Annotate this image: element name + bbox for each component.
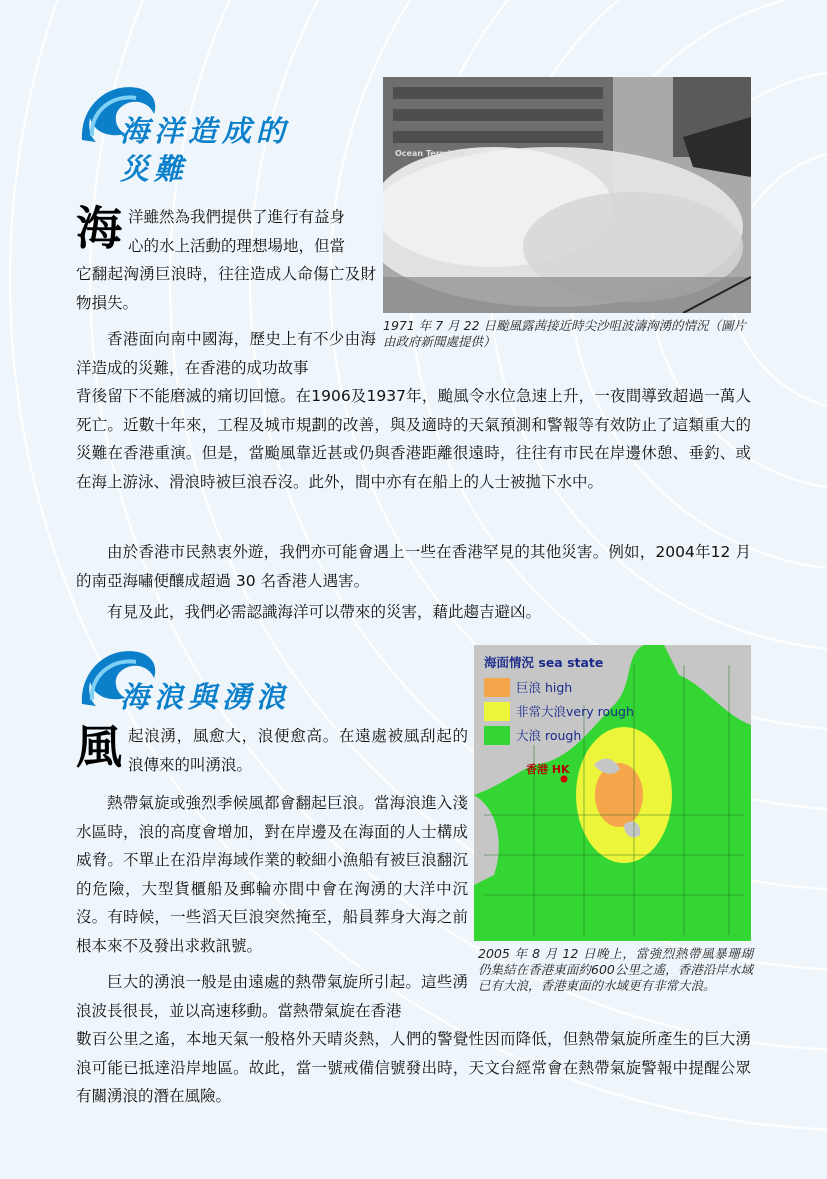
paragraph-history-end: 背後留下不能磨滅的痛切回憶。在1906及1937年，颱風令水位急速上升，一夜間導致超過一萬人死亡。近數十年來，工程及城市規劃的改善，與及適時的天氣預測和警報等有效防止了這類重大的災難在香港重演。但是，當颱風靠近甚或仍與香港距離很遠時，往往有市民在岸邊休憩、垂釣、或在海上游泳、滑浪時被巨浪吞沒。此外，間中亦有在船上的人士被拋下水中。 bbox=[76, 387, 751, 491]
legend-item-rough: 大浪 rough bbox=[484, 723, 634, 747]
legend-swatch bbox=[484, 702, 510, 721]
legend-title-zh: 海面情況 bbox=[484, 655, 535, 670]
paragraph-wind: 起浪湧，風愈大，浪便愈高。在遠處被風刮起的浪傳來的叫湧浪。 bbox=[128, 727, 468, 774]
storm-photo bbox=[383, 77, 751, 313]
drop-cap: 海 bbox=[76, 201, 122, 255]
legend-item-very-rough: 非常大浪very rough bbox=[484, 699, 634, 723]
paragraph-swell-start: 巨大的湧浪一般是由遠處的熱帶氣旋所引起。這些湧浪波長很長，並以高速移動。當熱帶氣旋在香港 bbox=[76, 973, 468, 1020]
paragraph-lead-rest: 它翻起洶湧巨浪時，往往造成人命傷亡及財物損失。 bbox=[76, 265, 376, 312]
photo-caption: 1971 年 7 月 22 日颱風露茜接近時尖沙咀波濤洶湧的情況（圖片由政府新聞處提供） bbox=[383, 318, 747, 349]
sea-state-map bbox=[474, 645, 751, 941]
paragraph-history-start: 香港面向南中國海，歷史上有不少由海洋造成的災難，在香港的成功故事 bbox=[76, 330, 376, 377]
paragraph-swell-end: 數百公里之遙，本地天氣一般格外天晴炎熱，人們的警覺性因而降低，但熱帶氣旋所產生的巨大湧浪可能已抵達沿岸地區。故此，當一號戒備信號發出時，天文台經常會在熱帶氣旋警報中提醒公眾有關湧浪的潛在風險。 bbox=[76, 1030, 751, 1105]
legend-item-high: 巨浪 high bbox=[484, 675, 634, 699]
paragraph-lead: 洋雖然為我們提供了進行有益身 心的水上活動的理想場地，但當 bbox=[128, 208, 346, 255]
photo-sign: Ocean Terminal bbox=[395, 149, 465, 158]
hk-label: 香港 HK bbox=[526, 763, 570, 776]
paragraph-travel: 由於香港市民熱衷外遊，我們亦可能會遇上一些在香港罕見的其他災害。例如，2004年12 月的南亞海嘯便釀成超過 30 名香港人遇害。 bbox=[76, 543, 751, 590]
legend-swatch bbox=[484, 726, 510, 745]
section2-title: 海浪與湧浪 bbox=[120, 680, 291, 714]
section1-title: 海洋造成的 災難 bbox=[120, 114, 291, 186]
paragraph-waves: 熱帶氣旋或強烈季候風都會翻起巨浪。當海浪進入淺水區時，浪的高度會增加，對在岸邊及在海面的人士構成威脅。不單止在沿岸海域作業的較細小漁船有被巨浪翻沉的危險，大型貨櫃船及郵輪亦間中會在洶湧的大洋中沉沒。有時候，一些滔天巨浪突然掩至，船員葬身大海之前根本來不及發出求救訊號。 bbox=[76, 794, 468, 955]
map-legend bbox=[484, 653, 634, 747]
paragraph-conclusion: 有見及此，我們必需認識海洋可以帶來的災害，藉此趨吉避凶。 bbox=[107, 603, 542, 621]
map-caption: 2005 年 8 月 12 日晚上，當強烈熱帶風暴珊瑚仍集結在香港東面約600公里之遙，香港沿岸水域已有大浪，香港東面的水域更有非常大浪。 bbox=[478, 946, 753, 993]
legend-swatch bbox=[484, 678, 510, 697]
drop-cap: 風 bbox=[76, 720, 122, 774]
legend-title-en: sea state bbox=[538, 655, 604, 670]
